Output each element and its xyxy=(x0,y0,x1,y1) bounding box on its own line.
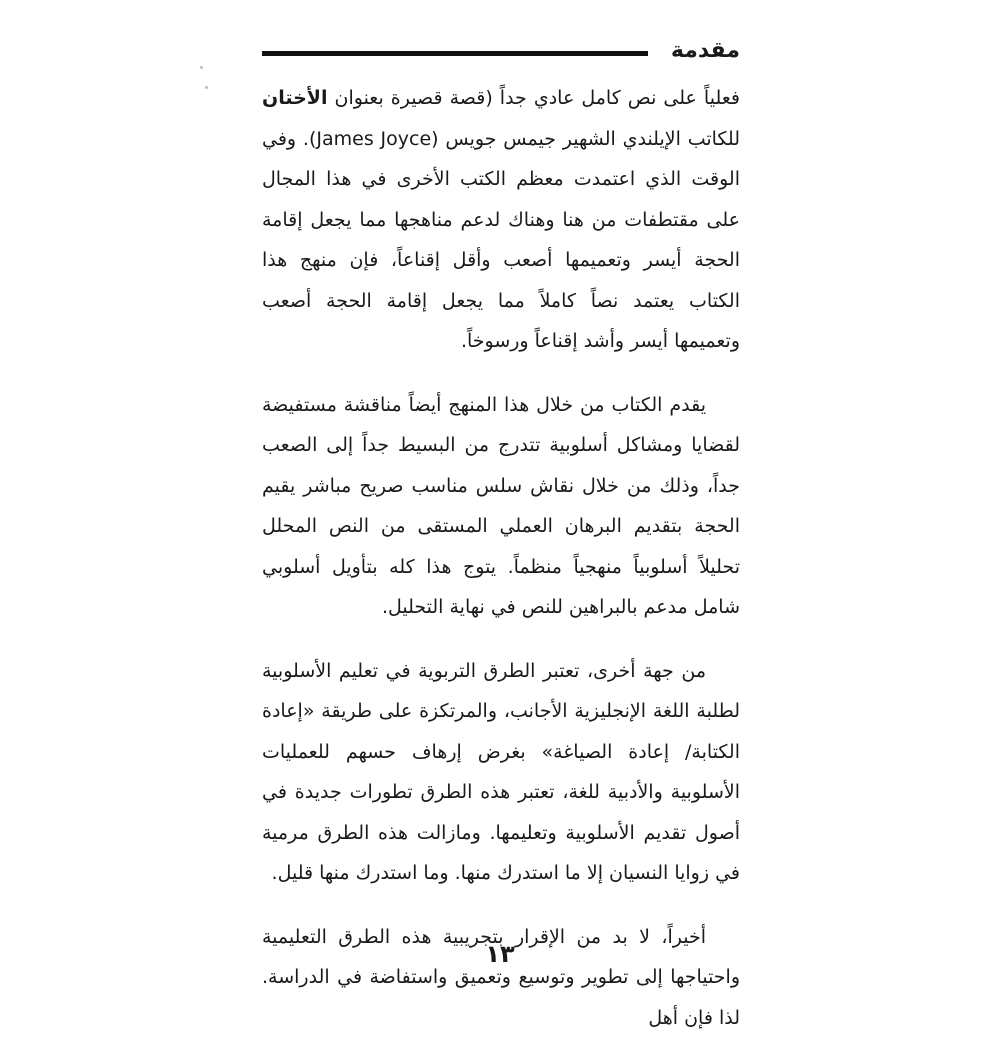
paragraph-1-part-e: ). وفي الوقت الذي اعتمدت معظم الكتب الأخرى في هذا المجال على مقتطفات من هنا وهناك لدعم مناهجها مما يجعل إقامة الحجة أيسر وتعميمها أصعب وأقل إقناعاً، فإن منهج هذا الكتاب يعتمد نصاً كاملاً مما يجعل إقامة الحجة أصعب وتعميمها أيسر وأشد إقناعاً ورسوخاً. xyxy=(262,127,740,352)
paragraph-3: من جهة أخرى، تعتبر الطرق التربوية في تعليم الأسلوبية لطلبة اللغة الإنجليزية الأجانب، والمرتكزة على طريقة «إعادة الكتابة/ إعادة الصياغة» بغرض إرهاف حسهم للعمليات الأسلوبية والأدبية للغة، تعتبر هذه الطرق تطورات جديدة في أصول تقديم الأسلوبية وتعليمها. ومازالت هذه الطرق مرمية في زوايا النسيان إلا ما استدرك منها. وما استدرك منها قليل. xyxy=(262,659,740,884)
page-number: ١٣ xyxy=(485,940,515,968)
chapter-title: مقدمة xyxy=(670,38,740,63)
paragraph-1-part-a: فعلياً على نص كامل عادي جداً (قصة قصيرة بعنوان xyxy=(327,87,740,109)
author-latin-name: James Joyce xyxy=(316,127,432,150)
paragraph-1-part-c: للكاتب الإيلندي الشهير جيمس جويس ( xyxy=(431,127,740,150)
scan-speck xyxy=(205,86,208,89)
paragraph-2: يقدم الكتاب من خلال هذا المنهج أيضاً مناقشة مستفيضة لقضايا ومشاكل أسلوبية تتدرج من البسيط جداً إلى الصعب جداً، وذلك من خلال نقاش سلس مناسب صريح مباشر يقيم الحجة بتقديم البرهان العملي المستقى من النص المحلل تحليلاً أسلوبياً منهجياً منظماً. يتوج هذا كله بتأويل أسلوبي شامل مدعم بالبراهين للنص في نهاية التحليل. xyxy=(262,393,740,618)
header-rule xyxy=(262,51,648,56)
body-text xyxy=(262,78,740,1061)
scan-speck xyxy=(200,66,203,69)
paragraph-1 xyxy=(262,78,740,362)
page-header xyxy=(262,36,740,72)
paragraph-4: أخيراً، لا بد من الإقرار بتجريبية هذه الطرق التعليمية واحتياجها إلى تطوير وتوسيع وتعميق واستفاضة في الدراسة. لذا فإن أهل xyxy=(262,925,740,1029)
story-title-bold: الأختان xyxy=(262,87,328,109)
